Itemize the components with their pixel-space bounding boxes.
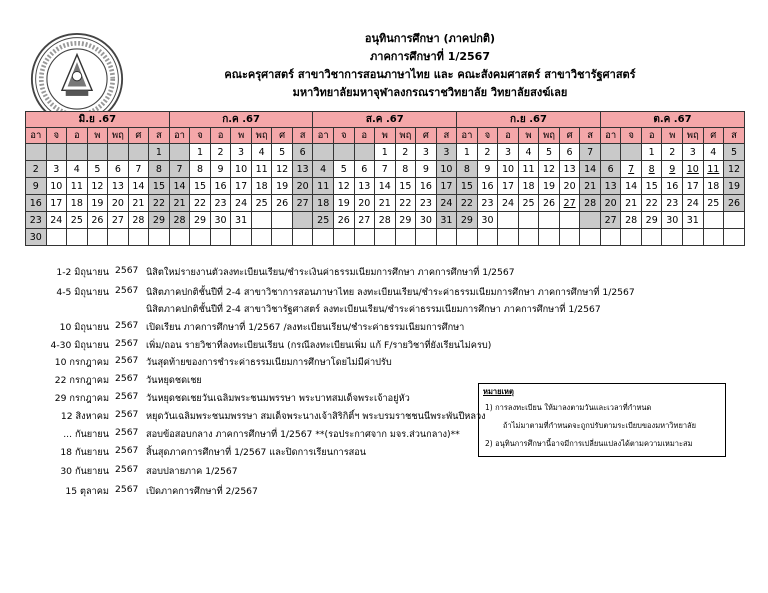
date-cell: 24 bbox=[498, 195, 519, 212]
date-cell: 25 bbox=[251, 195, 272, 212]
date-cell: 5 bbox=[539, 144, 560, 161]
date-cell: 24 bbox=[231, 195, 252, 212]
weekday-header: อา bbox=[600, 128, 621, 144]
date-cell bbox=[251, 229, 272, 246]
date-cell: 2 bbox=[26, 161, 47, 178]
event-year: 2567 bbox=[115, 373, 139, 384]
date-cell bbox=[416, 229, 437, 246]
date-cell: 22 bbox=[149, 195, 170, 212]
weekday-header: พฤ bbox=[251, 128, 272, 144]
event-year: 2567 bbox=[115, 391, 139, 402]
date-cell bbox=[436, 229, 457, 246]
date-cell bbox=[87, 144, 108, 161]
weekday-header: อา bbox=[457, 128, 478, 144]
date-cell: 18 bbox=[518, 178, 539, 195]
weekday-header: จ bbox=[190, 128, 211, 144]
date-cell bbox=[67, 229, 88, 246]
date-cell: 6 bbox=[559, 144, 580, 161]
date-cell bbox=[724, 212, 745, 229]
event-year: 2567 bbox=[115, 445, 139, 456]
date-cell: 30 bbox=[416, 212, 437, 229]
weekday-header: ส bbox=[436, 128, 457, 144]
date-cell: 19 bbox=[272, 178, 293, 195]
document-title: อนุทินการศึกษา (ภาคปกติ) bbox=[364, 32, 496, 45]
event-description: หยุดวันเฉลิมพระชนมพรรษา สมเด็จพระนางเจ้าสิริกิติ์ฯ พระบรมราชชนนีพระพันปีหลวง bbox=[146, 411, 486, 422]
weekday-header: พ bbox=[375, 128, 396, 144]
weekday-header: พฤ bbox=[539, 128, 560, 144]
date-cell: 24 bbox=[683, 195, 704, 212]
weekday-header: พ bbox=[87, 128, 108, 144]
event-date: ... กันยายน bbox=[63, 429, 109, 440]
date-cell: 4 bbox=[251, 144, 272, 161]
date-cell: 2 bbox=[210, 144, 231, 161]
date-cell: 11 bbox=[313, 178, 334, 195]
event-description: วันสุดท้ายของการชำระค่าธรรมเนียมการศึกษาโดยไม่มีค่าปรับ bbox=[146, 357, 392, 368]
event-year: 2567 bbox=[115, 484, 139, 495]
date-cell: 9 bbox=[210, 161, 231, 178]
date-cell: 7 bbox=[580, 144, 601, 161]
date-cell: 11 bbox=[251, 161, 272, 178]
date-cell bbox=[354, 144, 375, 161]
event-date: 10 มิถุนายน bbox=[59, 322, 109, 333]
event-description: นิสิตภาคปกติชั้นปีที่ 2-4 สาขาวิชารัฐศาสตร์ ลงทะเบียนเรียน/ชำระค่าธรรมเนียมการศึกษา ภาคการศึกษาที่ 1/2567 bbox=[146, 304, 601, 315]
date-cell: 3 bbox=[436, 144, 457, 161]
weekday-header: พฤ bbox=[683, 128, 704, 144]
date-cell: 19 bbox=[539, 178, 560, 195]
date-cell bbox=[46, 229, 67, 246]
date-cell: 1 bbox=[149, 144, 170, 161]
event-date: 22 กรกฎาคม bbox=[54, 375, 109, 386]
weekday-header: พฤ bbox=[395, 128, 416, 144]
date-cell: 28 bbox=[580, 195, 601, 212]
date-cell: 26 bbox=[724, 195, 745, 212]
date-cell: 2 bbox=[477, 144, 498, 161]
date-cell: 28 bbox=[375, 212, 396, 229]
date-cell bbox=[190, 229, 211, 246]
month-header: ส.ค .67 bbox=[313, 112, 457, 128]
date-cell: 21 bbox=[621, 195, 642, 212]
date-cell: 14 bbox=[621, 178, 642, 195]
event-description: สอบปลายภาค 1/2567 bbox=[146, 466, 238, 477]
date-cell: 23 bbox=[210, 195, 231, 212]
date-cell: 19 bbox=[87, 195, 108, 212]
weekday-header: จ bbox=[46, 128, 67, 144]
date-cell: 13 bbox=[600, 178, 621, 195]
event-year: 2567 bbox=[115, 409, 139, 420]
date-cell bbox=[272, 229, 293, 246]
event-date: 10 กรกฎาคม bbox=[54, 357, 109, 368]
date-cell: 7 bbox=[128, 161, 149, 178]
semester-title: ภาคการศึกษาที่ 1/2567 bbox=[370, 50, 490, 63]
weekday-header: อา bbox=[26, 128, 47, 144]
event-description: วันหยุดชดเชย bbox=[146, 375, 202, 386]
date-cell: 29 bbox=[149, 212, 170, 229]
date-cell: 20 bbox=[108, 195, 129, 212]
weekday-header: อา bbox=[169, 128, 190, 144]
weekday-header: ส bbox=[724, 128, 745, 144]
date-cell: 1 bbox=[457, 144, 478, 161]
event-description: สิ้นสุดภาคการศึกษาที่ 1/2567 และปิดการเรียนการสอน bbox=[146, 447, 367, 458]
date-cell: 11 bbox=[518, 161, 539, 178]
date-cell bbox=[169, 229, 190, 246]
date-cell: 30 bbox=[26, 229, 47, 246]
date-cell: 2 bbox=[395, 144, 416, 161]
date-cell bbox=[128, 229, 149, 246]
date-cell: 9 bbox=[477, 161, 498, 178]
date-cell: 13 bbox=[108, 178, 129, 195]
date-cell: 30 bbox=[477, 212, 498, 229]
date-cell: 27 bbox=[600, 212, 621, 229]
date-cell: 12 bbox=[272, 161, 293, 178]
date-cell: 4 bbox=[67, 161, 88, 178]
date-cell: 29 bbox=[641, 212, 662, 229]
academic-calendar-table bbox=[25, 111, 745, 246]
date-cell bbox=[354, 229, 375, 246]
date-cell: 10 bbox=[231, 161, 252, 178]
date-cell bbox=[87, 229, 108, 246]
date-cell bbox=[559, 212, 580, 229]
faculty-line: คณะครุศาสตร์ สาขาวิชาการสอนภาษาไทย และ คณะสังคมศาสตร์ สาขาวิชารัฐศาสตร์ bbox=[224, 68, 636, 81]
date-cell bbox=[333, 144, 354, 161]
date-cell: 1 bbox=[190, 144, 211, 161]
remarks-title: หมายเหตุ bbox=[483, 387, 514, 396]
date-cell: 17 bbox=[498, 178, 519, 195]
remarks-box bbox=[478, 383, 726, 457]
date-cell: 20 bbox=[292, 178, 313, 195]
date-cell bbox=[231, 229, 252, 246]
date-cell: 21 bbox=[169, 195, 190, 212]
date-cell: 19 bbox=[333, 195, 354, 212]
date-cell bbox=[703, 212, 724, 229]
date-cell: 14 bbox=[580, 161, 601, 178]
weekday-header: พฤ bbox=[108, 128, 129, 144]
date-cell: 8 bbox=[149, 161, 170, 178]
date-cell: 18 bbox=[313, 195, 334, 212]
date-cell: 29 bbox=[395, 212, 416, 229]
date-cell: 10 bbox=[436, 161, 457, 178]
date-cell bbox=[46, 144, 67, 161]
event-description: สอบข้อสอบกลาง ภาคการศึกษาที่ 1/2567 **(รอประกาศจาก มจร.ส่วนกลาง)** bbox=[146, 429, 460, 440]
date-cell: 15 bbox=[149, 178, 170, 195]
date-cell: 18 bbox=[703, 178, 724, 195]
date-cell: 16 bbox=[662, 178, 683, 195]
date-cell: 29 bbox=[457, 212, 478, 229]
weekday-header: ส bbox=[292, 128, 313, 144]
event-year: 2567 bbox=[115, 355, 139, 366]
event-description: เพิ่ม/ถอน รายวิชาที่ลงทะเบียนเรียน (กรณีลงทะเบียนเพิ่ม แก้ F/รายวิชาที่ยังเรียนไม่ครบ) bbox=[146, 340, 492, 351]
month-header: ก.ย .67 bbox=[457, 112, 601, 128]
weekday-header: พ bbox=[231, 128, 252, 144]
event-year: 2567 bbox=[115, 265, 139, 276]
date-cell: 18 bbox=[67, 195, 88, 212]
date-cell: 31 bbox=[436, 212, 457, 229]
date-cell: 17 bbox=[436, 178, 457, 195]
event-year: 2567 bbox=[115, 285, 139, 296]
date-cell bbox=[539, 229, 560, 246]
date-cell: 4 bbox=[518, 144, 539, 161]
date-cell bbox=[251, 212, 272, 229]
date-cell: 15 bbox=[457, 178, 478, 195]
date-cell: 20 bbox=[600, 195, 621, 212]
date-cell bbox=[292, 229, 313, 246]
date-cell bbox=[169, 144, 190, 161]
date-cell bbox=[210, 229, 231, 246]
date-cell bbox=[108, 144, 129, 161]
date-cell: 6 bbox=[292, 144, 313, 161]
weekday-header: จ bbox=[477, 128, 498, 144]
date-cell: 9 bbox=[662, 161, 683, 178]
date-cell: 25 bbox=[518, 195, 539, 212]
weekday-header: อ bbox=[354, 128, 375, 144]
weekday-header: อ bbox=[67, 128, 88, 144]
date-cell: 22 bbox=[641, 195, 662, 212]
date-cell: 1 bbox=[641, 144, 662, 161]
date-cell: 24 bbox=[46, 212, 67, 229]
date-cell: 10 bbox=[46, 178, 67, 195]
date-cell: 9 bbox=[416, 161, 437, 178]
date-cell: 25 bbox=[313, 212, 334, 229]
date-cell: 18 bbox=[251, 178, 272, 195]
date-cell: 3 bbox=[231, 144, 252, 161]
weekday-header: ศ bbox=[416, 128, 437, 144]
date-cell: 22 bbox=[457, 195, 478, 212]
weekday-header: ศ bbox=[703, 128, 724, 144]
weekday-header: อา bbox=[313, 128, 334, 144]
date-cell: 30 bbox=[662, 212, 683, 229]
date-cell: 2 bbox=[662, 144, 683, 161]
date-cell: 15 bbox=[395, 178, 416, 195]
date-cell: 17 bbox=[683, 178, 704, 195]
date-cell: 11 bbox=[703, 161, 724, 178]
date-cell: 28 bbox=[128, 212, 149, 229]
date-cell: 24 bbox=[436, 195, 457, 212]
weekday-header: พ bbox=[518, 128, 539, 144]
date-cell: 5 bbox=[333, 161, 354, 178]
event-year: 2567 bbox=[115, 464, 139, 475]
date-cell bbox=[600, 229, 621, 246]
date-cell: 17 bbox=[46, 195, 67, 212]
date-cell: 23 bbox=[26, 212, 47, 229]
date-cell bbox=[518, 212, 539, 229]
date-cell bbox=[67, 144, 88, 161]
date-cell: 31 bbox=[231, 212, 252, 229]
date-cell bbox=[580, 212, 601, 229]
month-header: ก.ค .67 bbox=[169, 112, 313, 128]
date-cell: 6 bbox=[354, 161, 375, 178]
date-cell: 22 bbox=[395, 195, 416, 212]
date-cell: 5 bbox=[87, 161, 108, 178]
date-cell bbox=[108, 229, 129, 246]
date-cell: 23 bbox=[662, 195, 683, 212]
date-cell: 27 bbox=[354, 212, 375, 229]
date-cell: 3 bbox=[683, 144, 704, 161]
date-cell: 3 bbox=[498, 144, 519, 161]
weekday-header: ศ bbox=[128, 128, 149, 144]
date-cell: 7 bbox=[621, 161, 642, 178]
date-cell: 26 bbox=[87, 212, 108, 229]
date-cell bbox=[683, 229, 704, 246]
weekday-header: ศ bbox=[272, 128, 293, 144]
event-description: เปิดภาคการศึกษาที่ 2/2567 bbox=[146, 486, 258, 497]
event-date: 4-5 มิถุนายน bbox=[56, 287, 109, 298]
date-cell: 1 bbox=[375, 144, 396, 161]
event-date: 15 ตุลาคม bbox=[65, 486, 109, 497]
date-cell: 22 bbox=[190, 195, 211, 212]
date-cell bbox=[498, 229, 519, 246]
university-line: มหาวิทยาลัยมหาจุฬาลงกรณราชวิทยาลัย วิทยาลัยสงฆ์เลย bbox=[292, 86, 568, 99]
date-cell: 30 bbox=[210, 212, 231, 229]
date-cell: 3 bbox=[416, 144, 437, 161]
date-cell: 16 bbox=[26, 195, 47, 212]
date-cell: 12 bbox=[333, 178, 354, 195]
date-cell bbox=[518, 229, 539, 246]
date-cell: 29 bbox=[190, 212, 211, 229]
remark-item-1: 1) การลงทะเบียน ให้มาลงตามวันและเวลาที่กำหนด bbox=[485, 403, 652, 412]
date-cell: 23 bbox=[416, 195, 437, 212]
remark-item-1-detail: ถ้าไม่มาตามที่กำหนดจะถูกปรับตามระเบียบของมหาวิทยาลัย bbox=[503, 421, 697, 430]
weekday-header: อ bbox=[498, 128, 519, 144]
date-cell bbox=[559, 229, 580, 246]
date-cell bbox=[333, 229, 354, 246]
date-cell: 16 bbox=[477, 178, 498, 195]
date-cell: 14 bbox=[169, 178, 190, 195]
date-cell: 13 bbox=[559, 161, 580, 178]
date-cell bbox=[724, 229, 745, 246]
date-cell bbox=[662, 229, 683, 246]
event-description: เปิดเรียน ภาคการศึกษาที่ 1/2567 /ลงทะเบียนเรียน/ชำระค่าธรรมเนียมการศึกษา bbox=[146, 322, 465, 333]
date-cell: 28 bbox=[621, 212, 642, 229]
date-cell: 21 bbox=[128, 195, 149, 212]
date-cell bbox=[621, 144, 642, 161]
date-cell: 16 bbox=[210, 178, 231, 195]
date-cell: 4 bbox=[703, 144, 724, 161]
date-cell: 8 bbox=[641, 161, 662, 178]
date-cell: 12 bbox=[87, 178, 108, 195]
date-cell: 21 bbox=[375, 195, 396, 212]
date-cell: 14 bbox=[375, 178, 396, 195]
month-header: ต.ค .67 bbox=[600, 112, 744, 128]
date-cell: 19 bbox=[724, 178, 745, 195]
date-cell: 16 bbox=[416, 178, 437, 195]
date-cell bbox=[313, 144, 334, 161]
weekday-header: ส bbox=[149, 128, 170, 144]
event-date: 1-2 มิถุนายน bbox=[56, 267, 109, 278]
date-cell: 28 bbox=[169, 212, 190, 229]
date-cell: 6 bbox=[600, 161, 621, 178]
date-cell bbox=[313, 229, 334, 246]
weekday-header: ส bbox=[580, 128, 601, 144]
date-cell: 7 bbox=[169, 161, 190, 178]
date-cell: 26 bbox=[272, 195, 293, 212]
date-cell bbox=[457, 229, 478, 246]
date-cell bbox=[498, 212, 519, 229]
date-cell: 8 bbox=[457, 161, 478, 178]
weekday-header: พ bbox=[662, 128, 683, 144]
date-cell: 7 bbox=[375, 161, 396, 178]
date-cell: 26 bbox=[539, 195, 560, 212]
date-cell bbox=[600, 144, 621, 161]
date-cell: 5 bbox=[724, 144, 745, 161]
date-cell: 8 bbox=[395, 161, 416, 178]
date-cell: 25 bbox=[703, 195, 724, 212]
event-year: 2567 bbox=[115, 338, 139, 349]
date-cell: 27 bbox=[559, 195, 580, 212]
date-cell: 17 bbox=[231, 178, 252, 195]
date-cell bbox=[539, 212, 560, 229]
date-cell: 15 bbox=[641, 178, 662, 195]
date-cell bbox=[580, 229, 601, 246]
date-cell bbox=[292, 212, 313, 229]
date-cell: 13 bbox=[354, 178, 375, 195]
date-cell: 12 bbox=[724, 161, 745, 178]
date-cell: 10 bbox=[498, 161, 519, 178]
date-cell bbox=[621, 229, 642, 246]
event-description: วันหยุดชดเชยวันเฉลิมพระชนมพรรษา พระบาทสมเด็จพระเจ้าอยู่หัว bbox=[146, 393, 410, 404]
weekday-header: อ bbox=[641, 128, 662, 144]
weekday-header: ศ bbox=[559, 128, 580, 144]
date-cell: 21 bbox=[580, 178, 601, 195]
date-cell: 26 bbox=[333, 212, 354, 229]
month-header: มิ.ย .67 bbox=[26, 112, 170, 128]
date-cell bbox=[128, 144, 149, 161]
date-cell: 6 bbox=[108, 161, 129, 178]
event-description: นิสิตใหม่รายงานตัวลงทะเบียนเรียน/ชำระเงินค่าธรรมเนียมการศึกษา ภาคการศึกษาที่ 1/2567 bbox=[146, 267, 515, 278]
weekday-header: จ bbox=[333, 128, 354, 144]
event-date: 12 สิงหาคม bbox=[60, 411, 109, 422]
date-cell: 23 bbox=[477, 195, 498, 212]
date-cell bbox=[375, 229, 396, 246]
date-cell bbox=[641, 229, 662, 246]
date-cell: 20 bbox=[354, 195, 375, 212]
event-year: 2567 bbox=[115, 427, 139, 438]
weekday-header: จ bbox=[621, 128, 642, 144]
date-cell bbox=[149, 229, 170, 246]
date-cell bbox=[395, 229, 416, 246]
date-cell: 20 bbox=[559, 178, 580, 195]
date-cell: 31 bbox=[683, 212, 704, 229]
remark-item-2: 2) อนุทินการศึกษานี้อาจมีการเปลี่ยนแปลงได้ตามความเหมาะสม bbox=[485, 439, 693, 448]
date-cell bbox=[477, 229, 498, 246]
event-year: 2567 bbox=[115, 320, 139, 331]
date-cell: 5 bbox=[272, 144, 293, 161]
date-cell bbox=[703, 229, 724, 246]
date-cell: 11 bbox=[67, 178, 88, 195]
date-cell bbox=[272, 212, 293, 229]
date-cell: 8 bbox=[190, 161, 211, 178]
date-cell: 4 bbox=[313, 161, 334, 178]
date-cell: 25 bbox=[67, 212, 88, 229]
date-cell: 12 bbox=[539, 161, 560, 178]
date-cell: 27 bbox=[292, 195, 313, 212]
event-date: 29 กรกฎาคม bbox=[54, 393, 109, 404]
date-cell: 10 bbox=[683, 161, 704, 178]
date-cell: 3 bbox=[46, 161, 67, 178]
date-cell: 27 bbox=[108, 212, 129, 229]
date-cell: 15 bbox=[190, 178, 211, 195]
date-cell bbox=[26, 144, 47, 161]
event-date: 18 กันยายน bbox=[60, 447, 109, 458]
event-date: 4-30 มิถุนายน bbox=[50, 340, 109, 351]
date-cell: 9 bbox=[26, 178, 47, 195]
event-description: นิสิตภาคปกติชั้นปีที่ 2-4 สาขาวิชาการสอนภาษาไทย ลงทะเบียนเรียน/ชำระค่าธรรมเนียมการศึกษา ภาคการศึกษาที่ 1/2567 bbox=[146, 287, 635, 298]
date-cell: 14 bbox=[128, 178, 149, 195]
event-date: 30 กันยายน bbox=[60, 466, 109, 477]
date-cell: 13 bbox=[292, 161, 313, 178]
weekday-header: อ bbox=[210, 128, 231, 144]
